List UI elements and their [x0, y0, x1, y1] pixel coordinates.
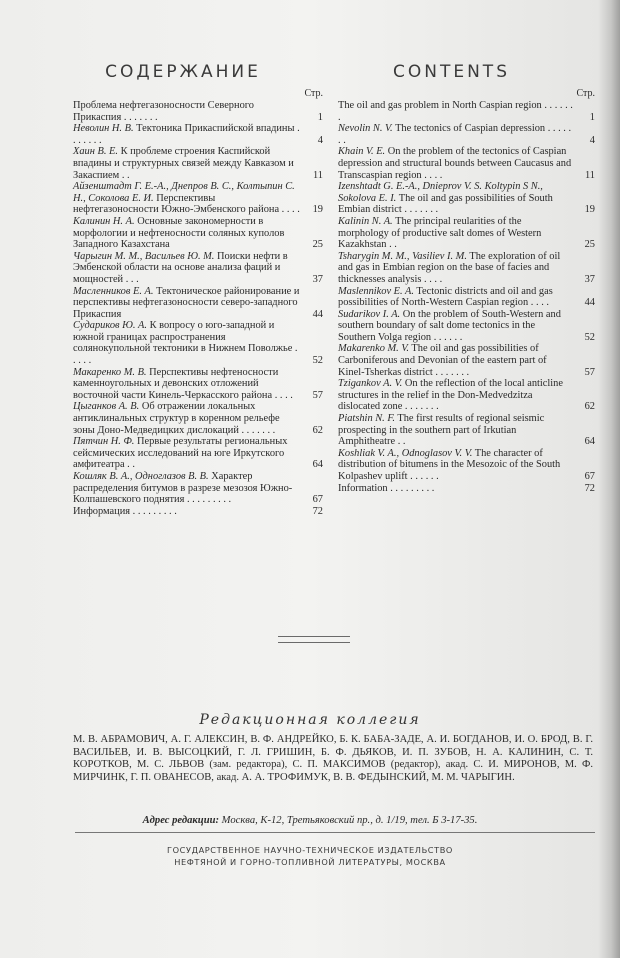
entry-text — [73, 146, 301, 181]
entry-author: Калинин Н. А. — [73, 215, 135, 227]
contents-entry — [338, 448, 595, 483]
entry-title: Характер распределения битумов в разрезе мезозоя Южно-Колпашевского поднятия . . . . . . . . . — [73, 471, 293, 506]
contents-entry — [73, 251, 323, 286]
entry-title: Information . . . . . . . . . — [338, 482, 435, 494]
entry-author: Nevolin N. V. — [338, 123, 393, 135]
entry-text — [338, 146, 573, 181]
entry-title: К проблеме строения Каспийской впадины и структурных связей между Кавказом и Закаспием . . — [73, 146, 294, 181]
contents-entry — [73, 100, 323, 123]
entry-text — [338, 413, 573, 448]
publisher-line-1: ГОСУДАРСТВЕННОЕ НАУЧНО-ТЕХНИЧЕСКОЕ ИЗДАТЕЛЬСТВО — [167, 845, 453, 855]
entry-title: Информация . . . . . . . . . — [73, 505, 177, 517]
entry-text — [338, 251, 573, 286]
entry-page-number: 25 — [584, 239, 595, 251]
entry-page-number: 64 — [584, 436, 595, 448]
entry-page-number: 67 — [312, 494, 323, 506]
entry-text — [338, 448, 573, 483]
entry-title: On the problem of the tectonics of Caspian depression and structural bounds between Caucasus and Transcaspian region . . . . — [338, 146, 572, 181]
entry-page-number: 64 — [312, 459, 323, 471]
entry-page-number: 37 — [312, 273, 323, 285]
contents-en — [338, 62, 595, 494]
publisher-line-2: НЕФТЯНОЙ И ГОРНО-ТОПЛИВНОЙ ЛИТЕРАТУРЫ, МОСКВА — [174, 857, 446, 867]
contents-entry — [73, 123, 323, 146]
contents-en-title: CONTENTS — [393, 62, 510, 82]
entry-page-number: 62 — [312, 424, 323, 436]
contents-ru-list — [73, 100, 323, 517]
entry-page-number: 19 — [312, 204, 323, 216]
contents-entry — [338, 216, 595, 251]
entry-page-number: 4 — [589, 134, 595, 146]
entry-author: Khain V. E. — [338, 146, 386, 158]
contents-entry — [73, 320, 323, 366]
entry-author: Maslennikov E. A. — [338, 285, 414, 297]
entry-text — [73, 216, 301, 251]
entry-author: Sudarikov I. A. — [338, 308, 401, 320]
entry-text — [73, 471, 301, 506]
contents-entry — [338, 343, 595, 378]
entry-page-number: 62 — [584, 401, 595, 413]
entry-text — [338, 309, 573, 344]
entry-author: Масленников Е. А. — [73, 285, 154, 297]
address-value: Москва, К-12, Третьяковский пр., д. 1/19, тел. Б 3-17-35. — [221, 815, 478, 826]
entry-page-number: 1 — [589, 111, 595, 123]
entry-title: Тектоника Прикаспийской впадины . . . . . . . — [73, 123, 300, 146]
entry-text — [73, 367, 301, 402]
entry-author: Макаренко М. В. — [73, 366, 147, 378]
page-column-header: Стр. — [576, 88, 595, 99]
entry-page-number: 72 — [584, 482, 595, 494]
address-rule — [75, 832, 595, 833]
editorial-board-title: Редакционная коллегия — [199, 712, 421, 728]
entry-text — [338, 100, 573, 123]
entry-title: The tectonics of Caspian depression . . . . . . . — [338, 123, 572, 146]
entry-author: Izenshtadt G. E.-A., Dnieprov V. S. Koltypin S N., Sokolova E. I. — [338, 181, 543, 204]
entry-author: Tsharygin M. M., Vasiliev I. M. — [338, 250, 467, 262]
entry-text — [338, 123, 573, 146]
entry-author: Айзенштадт Г. Е.-А., Днепров В. С., Колтыпин С. Н., Соколова Е. И. — [73, 181, 295, 204]
entry-page-number: 67 — [584, 471, 595, 482]
entry-text — [73, 100, 301, 123]
entry-page-number: 37 — [584, 273, 595, 285]
entry-author: Цыганков А. В. — [73, 401, 140, 413]
entry-author: Koshliak V. A., Odnoglasov V. V. — [338, 447, 473, 459]
entry-page-number: 11 — [584, 169, 595, 181]
contents-entry — [338, 309, 595, 344]
entry-title: Первые результаты региональных сейсмических исследований на юге Иркутского амфитеатра . . — [73, 436, 288, 471]
entry-author: Чарыгин М. М., Васильев Ю. М. — [73, 250, 215, 262]
entry-page-number: 52 — [312, 355, 323, 367]
entry-title: The oil and gas possibilities of Carboniferous and Devonian of the eastern part of Kinel-Tsherkas district . . . . . . . — [338, 343, 547, 378]
entry-author: Кошляк В. А., Одноглазов В. В. — [73, 471, 209, 482]
editorial-board-members: М. В. АБРАМОВИЧ, А. Г. АЛЕКСИН, В. Ф. АНДРЕЙКО, Б. К. БАБА-ЗАДЕ, А. И. БОГДАНОВ, И. О. БРОД, В. Г. ВАСИЛЬЕВ, И. В. ВЫСОЦКИЙ, Г. Л. ГРИШИН, Б. Ф. ДЬЯКОВ, И. П. ЗУБОВ, Н. А. КАЛИНИН, С. Т. КОРОТКОВ, М. С. ЛЬВОВ (зам. редактора), С. П. МАКСИМОВ (редактор), акад. С. И. МИРОНОВ, М. Ф. МИРЧИНК, Г. П. ОВАНЕСОВ, акад. А. А. ТРОФИМУК, В. В. ФЕДЫНСКИЙ, М. М. ЧАРЫГИН. — [73, 734, 593, 783]
entry-text — [73, 320, 301, 366]
contents-entry — [73, 401, 323, 436]
contents-entry — [338, 483, 595, 495]
editorial-address — [0, 815, 620, 826]
contents-ru-title: СОДЕРЖАНИЕ — [105, 62, 261, 82]
entry-title: The oil and gas possibilities of South Embian district . . . . . . . — [338, 192, 553, 216]
entry-author: Неволин Н. В. — [73, 123, 134, 135]
contents-entry — [73, 367, 323, 402]
entry-page-number: 57 — [584, 366, 595, 378]
section-divider — [278, 636, 350, 643]
entry-title: On the reflection of the local anticline structures in the relief in the Don-Medvedzitza dislocated zone . . . . . . . — [338, 378, 563, 413]
entry-page-number: 44 — [584, 297, 595, 309]
entry-title: The exploration of oil and gas in Embian region on the base of facies and thicknesses analysis . . . . — [338, 250, 561, 285]
entry-page-number: 72 — [312, 505, 323, 517]
entry-author: Piatshin N. F. — [338, 413, 395, 425]
entry-title: The first results of regional seismic prospecting in the southern part of Irkutian Amphitheatre . . — [338, 413, 545, 448]
contents-entry — [73, 436, 323, 471]
entry-title: Tectonic districts and oil and gas possibilities of North-Western Caspian region . . . . — [338, 285, 553, 309]
entry-text — [338, 216, 573, 251]
entry-title: Поиски нефти в Эмбенской области на основе анализа фаций и мощностей . . . — [73, 250, 288, 285]
entry-title: On the problem of South-Western and southern boundary of salt dome tectonics in the Southern Volga region . . . . . . — [338, 308, 561, 343]
entry-text — [73, 286, 301, 321]
contents-ru — [73, 62, 323, 517]
entry-author: Хаин В. Е. — [73, 146, 118, 158]
contents-entry — [338, 286, 595, 309]
entry-title: Перспективы нефтегазоносности Южно-Эмбенского района . . . . — [73, 192, 300, 216]
entry-page-number: 4 — [317, 134, 323, 146]
entry-title: Основные закономерности в морфологии и нефтеносности соляных куполов Западного Казахстана — [73, 215, 285, 251]
address-label: Адрес редакции: — [142, 815, 220, 826]
contents-entry — [73, 146, 323, 181]
entry-text — [338, 181, 573, 216]
entry-title: К вопросу о юго-западной и южной границах распространения солянокупольной тектоники в Нижнем Поволжье . . . . . — [73, 320, 298, 367]
entry-title: The principal reularities of the morphology of productive salt domes of Western Kazakhstan . . — [338, 215, 542, 251]
contents-entry — [338, 413, 595, 448]
entry-text — [73, 436, 301, 471]
page-column-header: Стр. — [304, 88, 323, 99]
entry-author: Tzigankov A. V. — [338, 378, 403, 390]
entry-text — [338, 286, 573, 309]
entry-page-number: 44 — [312, 308, 323, 320]
entry-title: Тектоническое районирование и перспективы нефтегазоносности северо-западного Прикаспия — [73, 285, 300, 320]
entry-page-number: 52 — [584, 331, 595, 343]
entry-text — [338, 343, 573, 378]
entry-title: The character of distribution of bitumens in the Mesozoic of the South Kolpashev uplift . . . . . . — [338, 447, 561, 482]
entry-title: The oil and gas problem in North Caspian region . . . . . . . — [338, 100, 573, 123]
entry-text — [73, 251, 301, 286]
contents-entry — [338, 251, 595, 286]
entry-page-number: 19 — [584, 204, 595, 216]
contents-entry — [338, 123, 595, 146]
entry-author: Судариков Ю. А. — [73, 320, 147, 332]
entry-text — [73, 506, 301, 518]
contents-entry — [338, 378, 595, 413]
publisher-block — [0, 844, 620, 868]
entry-page-number: 57 — [312, 389, 323, 401]
entry-author: Kalinin N. A. — [338, 215, 393, 227]
entry-title: Перспективы нефтеносности каменноугольных и девонских отложений восточной части Кинель-Черкасского района . . . . — [73, 366, 293, 401]
contents-en-list — [338, 100, 595, 494]
contents-entry — [73, 471, 323, 506]
entry-author: Makarenko M. V. — [338, 343, 409, 355]
contents-entry — [338, 100, 595, 123]
entry-title: Об отражении локальных антиклинальных структур в коренном рельефе зоны Доно-Медведицких дислокаций . . . . . . . — [73, 401, 280, 436]
contents-entry — [73, 216, 323, 251]
entry-text — [338, 483, 573, 495]
contents-entry — [338, 146, 595, 181]
entry-text — [73, 123, 301, 146]
entry-page-number: 1 — [317, 111, 323, 123]
entry-text — [73, 401, 301, 436]
entry-title: Проблема нефтегазоносности Северного Прикаспия . . . . . . . — [73, 100, 254, 123]
entry-page-number: 25 — [312, 239, 323, 251]
entry-text — [73, 181, 301, 216]
entry-text — [338, 378, 573, 413]
contents-entry — [73, 506, 323, 518]
entry-page-number: 11 — [312, 169, 323, 181]
contents-entry — [73, 181, 323, 216]
contents-entry — [73, 286, 323, 321]
contents-entry — [338, 181, 595, 216]
entry-author: Пятчин Н. Ф. — [73, 436, 135, 448]
